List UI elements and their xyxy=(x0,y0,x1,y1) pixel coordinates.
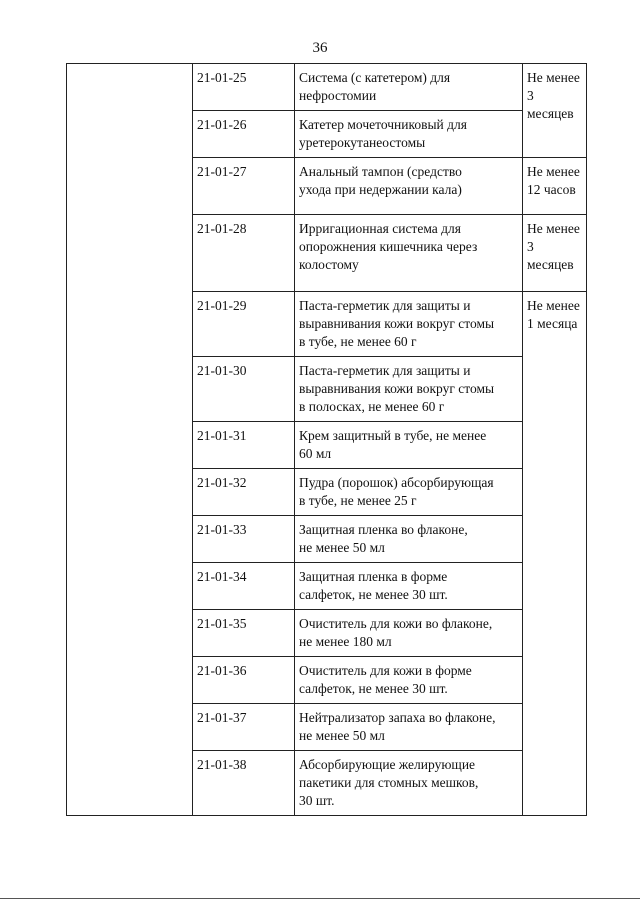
code-cell: 21-01-25 xyxy=(193,64,295,111)
text-line: Ирригационная система для xyxy=(299,221,461,236)
code-cell: 21-01-28 xyxy=(193,215,295,292)
table-row xyxy=(67,64,587,111)
text-line: в тубе, не менее 60 г xyxy=(299,334,417,349)
code-cell: 21-01-36 xyxy=(193,657,295,704)
product-name-cell xyxy=(295,422,523,469)
text-line: Не менее xyxy=(527,298,580,313)
text-line: 60 мл xyxy=(299,446,332,461)
product-name-cell xyxy=(295,64,523,111)
product-name-cell xyxy=(295,158,523,215)
product-name-cell xyxy=(295,751,523,816)
usage-term-cell xyxy=(523,64,587,158)
text-line: Пудра (порошок) абсорбирующая xyxy=(299,475,494,490)
code-cell: 21-01-33 xyxy=(193,516,295,563)
code-cell: 21-01-35 xyxy=(193,610,295,657)
text-line: Защитная пленка во флаконе, xyxy=(299,522,468,537)
product-name-cell xyxy=(295,516,523,563)
text-line: Не менее xyxy=(527,164,580,179)
text-line: выравнивания кожи вокруг стомы xyxy=(299,316,495,331)
text-line: опорожнения кишечника через xyxy=(299,239,478,254)
code-cell: 21-01-34 xyxy=(193,563,295,610)
text-line: Не менее xyxy=(527,221,580,236)
text-line: в тубе, не менее 25 г xyxy=(299,493,417,508)
text-line: Очиститель для кожи во флаконе, xyxy=(299,616,493,631)
product-name-cell xyxy=(295,111,523,158)
usage-term-cell xyxy=(523,158,587,215)
text-line: Очиститель для кожи в форме xyxy=(299,663,472,678)
product-table xyxy=(66,63,587,816)
text-line: Паста-герметик для защиты и xyxy=(299,363,471,378)
product-name-cell xyxy=(295,292,523,357)
text-line: 3 месяцев xyxy=(527,88,574,121)
text-line: выравнивания кожи вокруг стомы xyxy=(299,381,495,396)
text-line: не менее 180 мл xyxy=(299,634,392,649)
product-name-cell xyxy=(295,610,523,657)
text-line: Паста-герметик для защиты и xyxy=(299,298,471,313)
code-cell: 21-01-26 xyxy=(193,111,295,158)
code-cell: 21-01-27 xyxy=(193,158,295,215)
product-name-cell xyxy=(295,704,523,751)
text-line: Защитная пленка в форме xyxy=(299,569,448,584)
text-line: Анальный тампон (средство xyxy=(299,164,462,179)
text-line: салфеток, не менее 30 шт. xyxy=(299,681,448,696)
text-line: Нейтрализатор запаха во флаконе, xyxy=(299,710,496,725)
page-number: 36 xyxy=(312,40,328,56)
product-name-cell xyxy=(295,357,523,422)
text-line: не менее 50 мл xyxy=(299,728,385,743)
text-line: салфеток, не менее 30 шт. xyxy=(299,587,448,602)
text-line: не менее 50 мл xyxy=(299,540,385,555)
code-cell: 21-01-29 xyxy=(193,292,295,357)
product-name-cell xyxy=(295,563,523,610)
text-line: Крем защитный в тубе, не менее xyxy=(299,428,487,443)
usage-term-cell xyxy=(523,215,587,292)
product-name-cell xyxy=(295,657,523,704)
text-line: 12 часов xyxy=(527,182,576,197)
text-line: пакетики для стомных мешков, xyxy=(299,775,479,790)
text-line: нефростомии xyxy=(299,88,377,103)
code-cell: 21-01-30 xyxy=(193,357,295,422)
empty-category-cell xyxy=(67,64,193,816)
code-cell: 21-01-37 xyxy=(193,704,295,751)
code-cell: 21-01-31 xyxy=(193,422,295,469)
product-name-cell xyxy=(295,469,523,516)
text-line: Не менее xyxy=(527,70,580,85)
text-line: уретерокутанеостомы xyxy=(299,135,426,150)
text-line: Система (с катетером) для xyxy=(299,70,451,85)
text-line: ухода при недержании кала) xyxy=(299,182,462,197)
text-line: колостому xyxy=(299,257,359,272)
text-line: в полосках, не менее 60 г xyxy=(299,399,445,414)
page-bottom-edge xyxy=(0,898,640,899)
text-line: Абсорбирующие желирующие xyxy=(299,757,476,772)
code-cell: 21-01-32 xyxy=(193,469,295,516)
code-cell: 21-01-38 xyxy=(193,751,295,816)
text-line: Катетер мочеточниковый для xyxy=(299,117,467,132)
product-name-cell xyxy=(295,215,523,292)
text-line: 30 шт. xyxy=(299,793,335,808)
text-line: 3 месяцев xyxy=(527,239,574,272)
text-line: 1 месяца xyxy=(527,316,578,331)
product-table-body xyxy=(67,64,587,816)
usage-term-cell xyxy=(523,292,587,816)
